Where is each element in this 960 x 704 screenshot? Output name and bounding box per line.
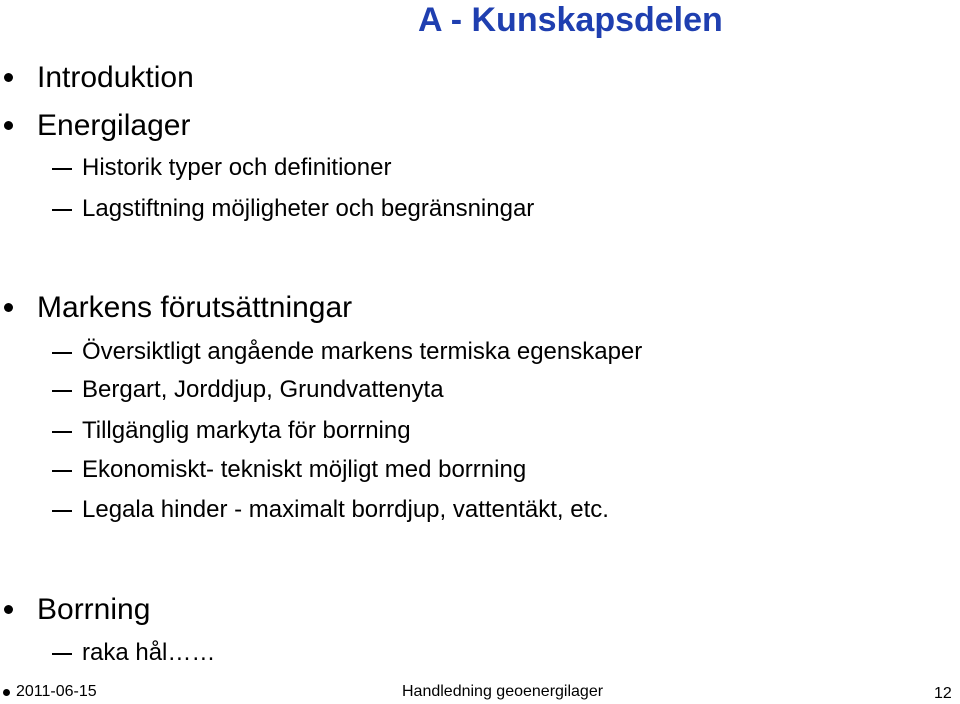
subitem-text: Översiktligt angående markens termiska egenskaper	[82, 338, 643, 365]
bullet-introduktion	[0, 60, 960, 100]
slide-title: A - Kunskapsdelen	[418, 1, 723, 39]
dash-icon	[52, 510, 72, 512]
subitem-text: Lagstiftning möjligheter och begränsningar	[82, 195, 535, 222]
bullet-text: Introduktion	[37, 61, 194, 94]
dash-icon	[52, 470, 72, 472]
subitem	[0, 374, 960, 406]
dash-icon	[52, 168, 72, 170]
bullet-dot-icon	[4, 605, 13, 614]
dash-icon	[52, 209, 72, 211]
subitem-text: Historik typer och definitioner	[82, 154, 392, 181]
bullet-dot-icon	[4, 303, 13, 312]
bullet-text: Markens förutsättningar	[37, 291, 353, 324]
bullet-text: Borrning	[37, 593, 151, 626]
subitem	[0, 637, 960, 669]
subitem-text: Bergart, Jorddjup, Grundvattenyta	[82, 376, 444, 403]
subitem-text: raka hål……	[82, 639, 216, 666]
page-number: 12	[934, 685, 952, 702]
subitem-text: Ekonomiskt- tekniskt möjligt med borrning	[82, 456, 527, 483]
dash-icon	[52, 390, 72, 392]
subitem	[0, 152, 960, 184]
dash-icon	[52, 653, 72, 655]
bullet-dot-icon	[4, 73, 13, 82]
footer-title: Handledning geoenergilager	[402, 683, 604, 700]
subitem	[0, 193, 960, 225]
bullet-text: Energilager	[37, 109, 191, 142]
bullet-markens-forutsattningar	[0, 290, 960, 330]
dash-icon	[52, 352, 72, 354]
subitem-text: Legala hinder - maximalt borrdjup, vattentäkt, etc.	[82, 496, 609, 523]
subitem	[0, 454, 960, 486]
subitem	[0, 494, 960, 526]
footer-dot-icon	[3, 689, 10, 696]
subitem	[0, 336, 960, 368]
bullet-energilager	[0, 108, 960, 148]
bullet-borrning	[0, 592, 960, 632]
dash-icon	[52, 431, 72, 433]
footer-date: 2011-06-15	[16, 683, 97, 700]
subitem-text: Tillgänglig markyta för borrning	[82, 417, 411, 444]
subitem	[0, 415, 960, 447]
bullet-dot-icon	[4, 121, 13, 130]
